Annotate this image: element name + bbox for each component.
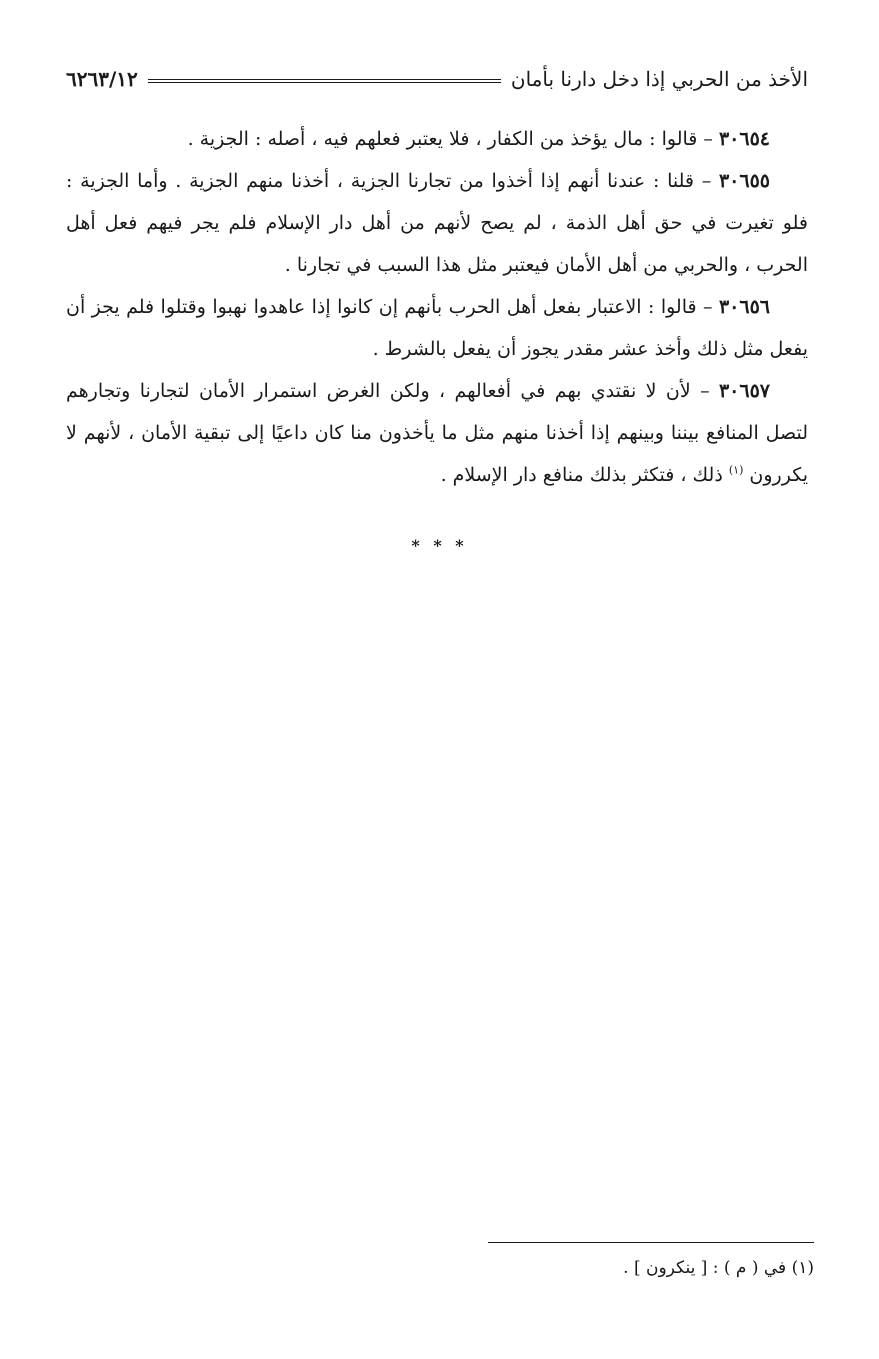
- paragraph-number: ٣٠٦٥٦: [718, 296, 770, 318]
- header-title: الأخذ من الحربي إذا دخل دارنا بأمان: [510, 67, 808, 91]
- paragraph-text: قالوا : مال يؤخذ من الكفار ، فلا يعتبر فعلهم فيه ، أصله : الجزية .: [187, 128, 698, 150]
- paragraph-number: ٣٠٦٥٤: [718, 128, 770, 150]
- footnote-rule: [488, 1242, 814, 1243]
- paragraph-30655: ٣٠٦٥٥ – قلنا : عندنا أنهم إذا أخذوا من تجارنا الجزية ، أخذنا منهم الجزية . وأما الجزية : فلو تغيرت في حق أهل الذمة ، لم يصح لأنهم من أهل دار الإسلام فلم يجر فيهم فعل أهل الحرب ، والحربي من أهل الأمان فيعتبر مثل هذا السبب في تجارنا .: [66, 170, 808, 276]
- header-rule: [148, 79, 501, 83]
- section-separator: * * *: [411, 536, 468, 555]
- paragraph-30654: ٣٠٦٥٤ – قالوا : مال يؤخذ من الكفار ، فلا يعتبر فعلهم فيه ، أصله : الجزية .: [187, 128, 770, 150]
- paragraph-text-before: لأن لا نقتدي بهم في أفعالهم ، ولكن الغرض استمرار الأمان لتجارنا وتجارهم لتصل المنافع بيننا وبينهم إذا أخذنا منهم مثل ما يأخذون منا كان داعيًا إلى تبقية الأمان ، لأنهم لا يكررون: [66, 380, 808, 486]
- paragraph-number: ٣٠٦٥٥: [718, 170, 770, 192]
- header-page-ref: ٦٢٦٣/١٢: [66, 67, 138, 91]
- paragraph-30656: ٣٠٦٥٦ – قالوا : الاعتبار بفعل أهل الحرب بأنهم إن كانوا إذا عاهدوا نهبوا وقتلوا فلم يجز أن يفعل مثل ذلك وأخذ عشر مقدر يجوز أن يفعل بالشرط .: [66, 296, 808, 360]
- footnote-marker: (١): [728, 463, 744, 477]
- paragraph-30657: ٣٠٦٥٧ – لأن لا نقتدي بهم في أفعالهم ، ولكن الغرض استمرار الأمان لتجارنا وتجارهم لتصل المنافع بيننا وبينهم إذا أخذنا منهم مثل ما يأخذون منا كان داعيًا إلى تبقية الأمان ، لأنهم لا يكررون $^{(١)}$ ذلك ، فتكثر بذلك منافع دار الإسلام .: [66, 380, 808, 486]
- paragraph-text: قلنا : عندنا أنهم إذا أخذوا من تجارنا الجزية ، أخذنا منهم الجزية . وأما الجزية : فلو تغيرت في حق أهل الذمة ، لم يصح لأنهم من أهل دار الإسلام فلم يجر فيهم فعل أهل الحرب ، والحربي من أهل الأمان فيعتبر مثل هذا السبب في تجارنا .: [66, 170, 808, 276]
- footnote: (١) في ( م ) : [ ينكرون ] .: [623, 1258, 814, 1278]
- paragraph-number: ٣٠٦٥٧: [718, 380, 770, 402]
- body-text: [66, 118, 808, 496]
- paragraph-text: قالوا : الاعتبار بفعل أهل الحرب بأنهم إن كانوا إذا عاهدوا نهبوا وقتلوا فلم يجز أن يفعل مثل ذلك وأخذ عشر مقدر يجوز أن يفعل بالشرط .: [66, 296, 808, 360]
- paragraph-text-after: ذلك ، فتكثر بذلك منافع دار الإسلام .: [440, 464, 723, 486]
- running-header: [66, 62, 808, 96]
